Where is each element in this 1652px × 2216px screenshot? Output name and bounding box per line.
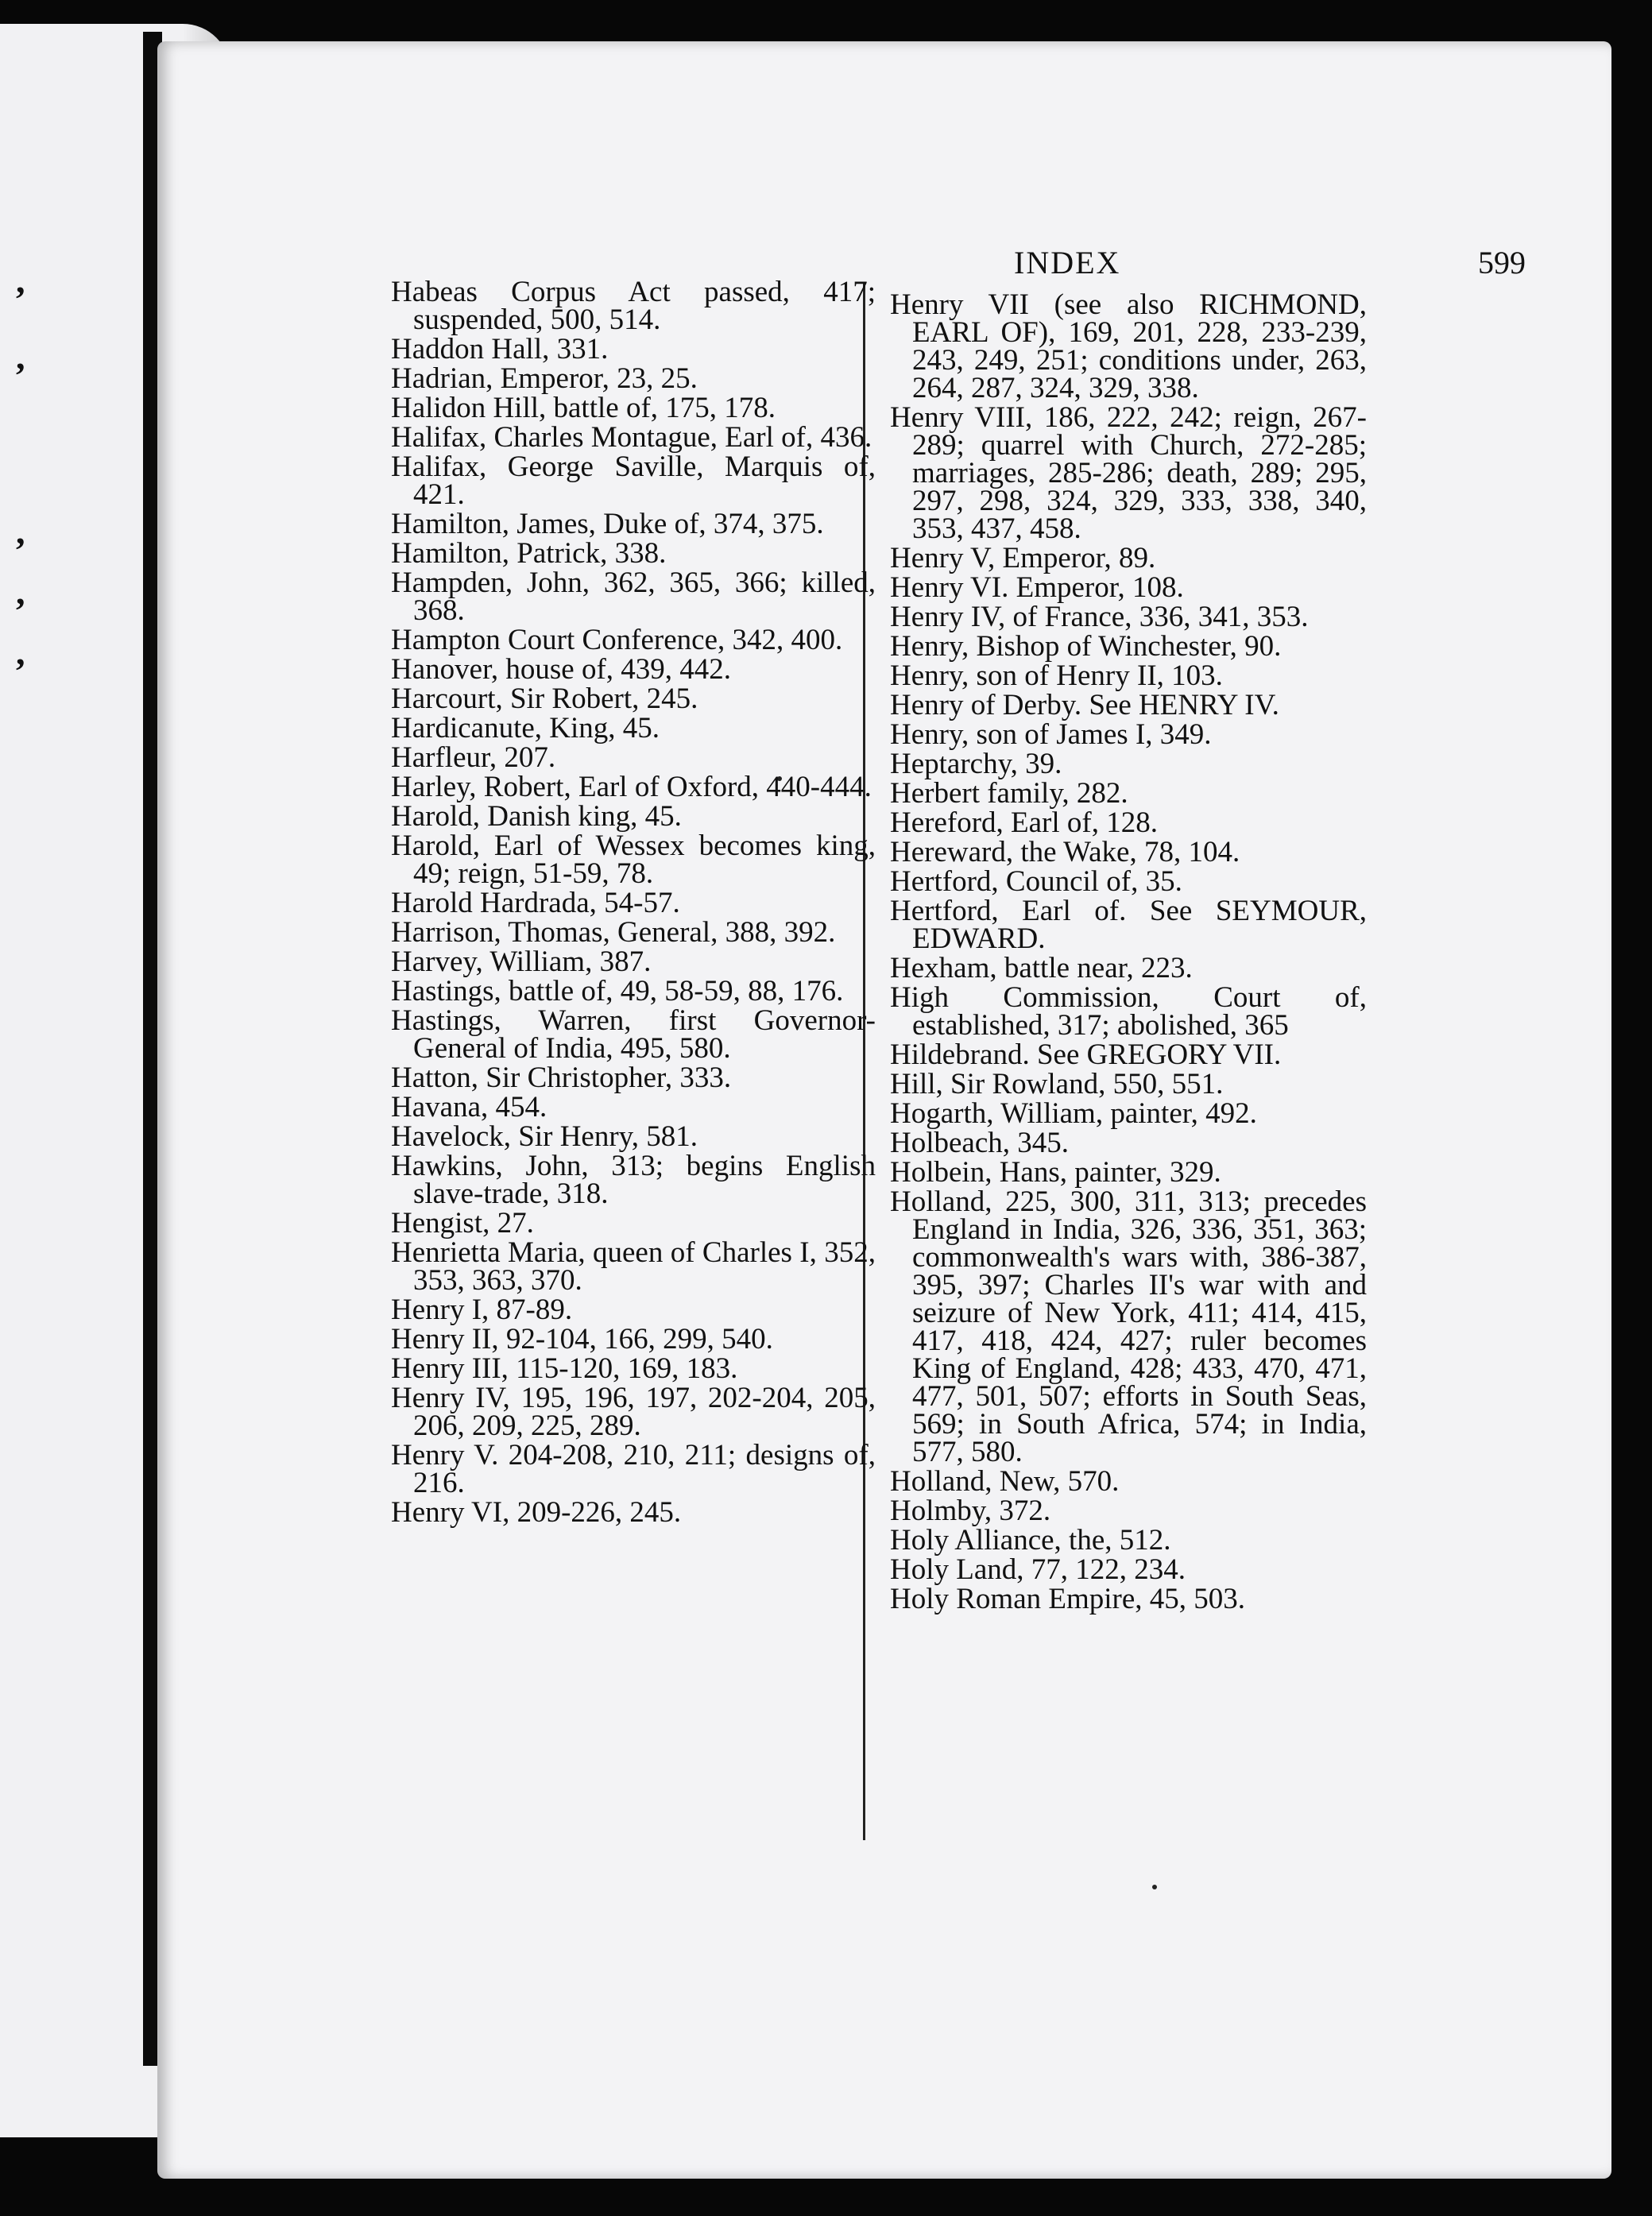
index-entry: Harvey, William, 387. [391, 946, 652, 978]
index-entry: Henry V. 204-208, 210, 211; designs of, 216. [391, 1439, 876, 1499]
index-entry: Henry V, Emperor, 89. [890, 542, 1156, 574]
index-entry: Hastings, battle of, 49, 58-59, 88, 176. [391, 975, 844, 1007]
index-column-left [391, 278, 876, 1528]
left-page-fragment: , [16, 511, 25, 551]
index-entry: Hereward, the Wake, 78, 104. [890, 836, 1240, 868]
index-entry: Hatton, Sir Christopher, 333. [391, 1062, 732, 1094]
index-entry: Harrison, Thomas, General, 388, 392. [391, 916, 836, 949]
index-entry: Harcourt, Sir Robert, 245. [391, 683, 698, 715]
index-entry: Halidon Hill, battle of, 175, 178. [391, 392, 776, 424]
index-entry: Henrietta Maria, queen of Charles I, 352, 353, 363, 370. [391, 1236, 876, 1297]
index-entry: Hertford, Council of, 35. [890, 865, 1182, 898]
index-entry: Herbert family, 282. [890, 777, 1128, 810]
index-entry: High Commission, Court of, established, 317; abolished, 365 [890, 981, 1367, 1042]
index-entry: Holbein, Hans, painter, 329. [890, 1156, 1221, 1189]
index-entry: Hereford, Earl of, 128. [890, 806, 1158, 839]
index-entry: Henry III, 115-120, 169, 183. [391, 1352, 738, 1385]
print-speck [1152, 1885, 1157, 1889]
index-entry: Holy Roman Empire, 45, 503. [890, 1583, 1246, 1615]
index-entry: Harold Hardrada, 54-57. [391, 887, 680, 919]
index-entry: Habeas Corpus Act passed, 417; suspended, 500, 514. [391, 276, 876, 336]
left-page-fragment: , [16, 336, 25, 377]
index-entry: Harfleur, 207. [391, 741, 556, 774]
index-entry: Halifax, Charles Montague, Earl of, 436. [391, 421, 872, 454]
index-entry: Henry VI. Emperor, 108. [890, 571, 1184, 604]
index-entry: Henry VIII, 186, 222, 242; reign, 267-289; quarrel with Church, 272-285; marriages, 285-286; death, 289; 295, 297, 298, 324, 329, 333, 338, 340, 353, 437, 458. [890, 401, 1367, 545]
left-page-fragment: , [16, 632, 25, 672]
index-entry: Henry IV, of France, 336, 341, 353. [890, 601, 1309, 633]
index-entry: Henry IV, 195, 196, 197, 202-204, 205, 206, 209, 225, 289. [391, 1382, 876, 1442]
index-entry: Harley, Robert, Earl of Oxford, 440-444. [391, 771, 872, 803]
index-entry: Henry I, 87-89. [391, 1294, 573, 1326]
index-entry: Hertford, Earl of. See SEYMOUR, EDWARD. [890, 895, 1367, 955]
index-entry: Hadrian, Emperor, 23, 25. [391, 362, 698, 395]
index-entry: Holbeach, 345. [890, 1127, 1070, 1159]
index-entry: Hamilton, James, Duke of, 374, 375. [391, 508, 824, 540]
index-entry: Hill, Sir Rowland, 550, 551. [890, 1068, 1224, 1100]
index-entry: Henry, son of James I, 349. [890, 718, 1212, 751]
index-entry: Henry, son of Henry II, 103. [890, 659, 1223, 692]
index-entry: Holland, New, 570. [890, 1465, 1120, 1498]
index-entry: Henry of Derby. See HENRY IV. [890, 689, 1279, 721]
index-entry: Heptarchy, 39. [890, 748, 1062, 780]
index-entry: Henry, Bishop of Winchester, 90. [890, 630, 1282, 663]
index-entry: Henry II, 92-104, 166, 299, 540. [391, 1323, 773, 1356]
page-header [157, 244, 1611, 292]
index-entry: Hildebrand. See GREGORY VII. [890, 1038, 1282, 1071]
index-entry: Hampden, John, 362, 365, 366; killed, 368. [391, 567, 876, 627]
index-entry: Hardicanute, King, 45. [391, 712, 660, 744]
index-entry: Holy Land, 77, 122, 234. [890, 1553, 1186, 1586]
index-entry: Haddon Hall, 331. [391, 333, 609, 365]
left-page-fragment: , [16, 571, 25, 612]
index-entry: Hogarth, William, painter, 492. [890, 1097, 1257, 1130]
index-entry: Hampton Court Conference, 342, 400. [391, 624, 843, 656]
index-entry: Harold, Danish king, 45. [391, 800, 682, 833]
index-entry: Hexham, battle near, 223. [890, 952, 1193, 984]
index-entry: Hawkins, John, 313; begins English slave-trade, 318. [391, 1150, 876, 1210]
index-entry: Hanover, house of, 439, 442. [391, 653, 732, 686]
index-entry: Holy Alliance, the, 512. [890, 1524, 1171, 1557]
index-entry: Holmby, 372. [890, 1495, 1051, 1527]
index-entry: Hengist, 27. [391, 1207, 534, 1239]
left-page-fragment: , [16, 260, 25, 300]
index-entry: Hamilton, Patrick, 338. [391, 537, 667, 570]
index-entry: Henry VI, 209-226, 245. [391, 1496, 682, 1529]
index-entry: Havelock, Sir Henry, 581. [391, 1120, 698, 1153]
index-entry: Havana, 454. [391, 1091, 547, 1123]
index-entry: Holland, 225, 300, 311, 313; precedes England in India, 326, 336, 351, 363; commonwealth's wars with, 386-387, 395, 397; Charles II's war with and seizure of New York, 411; 414, 415, 417, 418, 424, 427; ruler becomes King of England, 428; 433, 470, 471, 477, 501, 507; efforts in South Seas, 569; in South Africa, 574; in India, 577, 580. [890, 1185, 1367, 1468]
index-entry: Halifax, George Saville, Marquis of, 421. [391, 451, 876, 511]
index-page [157, 41, 1611, 2179]
page-title: INDEX [1014, 245, 1121, 280]
index-entry: Hastings, Warren, first Governor-General of India, 495, 580. [391, 1004, 876, 1065]
index-column-right [890, 288, 1367, 1615]
index-entry: Harold, Earl of Wessex becomes king, 49; reign, 51-59, 78. [391, 830, 876, 890]
page-number: 599 [1478, 245, 1526, 280]
index-entry: Henry VII (see also RICHMOND, EARL OF), 169, 201, 228, 233-239, 243, 249, 251; conditions under, 263, 264, 287, 324, 329, 338. [890, 288, 1367, 404]
